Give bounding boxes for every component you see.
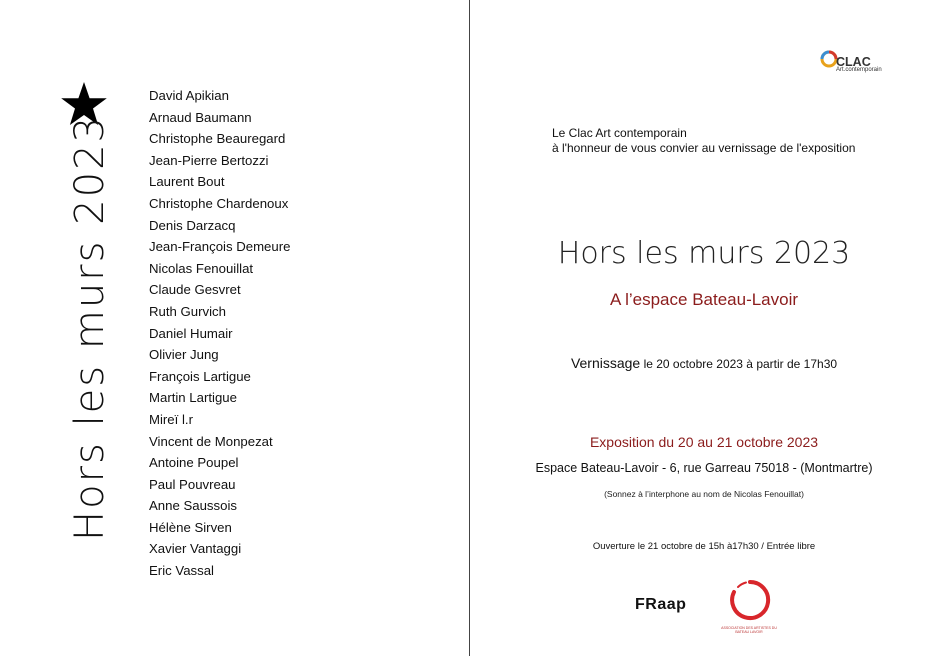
artist-name: Christophe Beauregard [149, 131, 286, 147]
artist-name: Anne Saussois [149, 498, 237, 514]
intro-line-2: à l'honneur de vous convier au vernissage de l'exposition [552, 141, 856, 155]
artist-name: Arnaud Baumann [149, 109, 252, 125]
artist-name: Denis Darzacq [149, 217, 236, 233]
association-caption: ASSOCIATION DES ARTISTES DU BATEAU LAVOIR [721, 626, 777, 634]
artist-name: Christophe Chardenoux [149, 195, 289, 211]
vernissage-label: Vernissage [570, 355, 641, 371]
vertical-title: Hors les murs 2023 [67, 115, 113, 541]
intercom-note: (Sonnez à l’interphone au nom de Nicolas Fenouillat) [604, 489, 804, 499]
artist-name: Hélène Sirven [149, 519, 232, 535]
artist-name: Mireï l.r [149, 411, 193, 427]
artist-name: Jean-François Demeure [149, 239, 291, 255]
artist-name: Olivier Jung [149, 347, 219, 363]
opening-hours: Ouverture le 21 octobre de 15h à17h30 / Entrée libre [592, 541, 816, 552]
red-circle-icon [728, 578, 772, 622]
artist-name: François Lartigue [149, 368, 251, 384]
artist-name: Vincent de Monpezat [149, 433, 273, 449]
invitation-intro [552, 126, 855, 156]
exhibition-title: Hors les murs 2023 [557, 236, 851, 271]
artist-name: Martin Lartigue [149, 390, 237, 406]
artist-name: Jean-Pierre Bertozzi [149, 152, 269, 168]
bateau-lavoir-association-logo [718, 578, 780, 638]
artist-name: Xavier Vantaggi [149, 541, 242, 557]
artist-name: Paul Pouvreau [149, 476, 236, 492]
clac-logo [820, 48, 886, 74]
artist-name: David Apikian [149, 88, 229, 103]
venue-address: Espace Bateau-Lavoir - 6, rue Garreau 75018 - (Montmartre) [535, 461, 873, 475]
artist-name: Daniel Humair [149, 325, 233, 341]
artist-name: Laurent Bout [149, 174, 225, 190]
logo-name: CLAC [836, 55, 871, 69]
artist-name: Eric Vassal [149, 563, 214, 579]
artist-name: Ruth Gurvich [149, 303, 226, 319]
logo-subtitle: Art.contemporain [836, 67, 882, 73]
intro-line-1: Le Clac Art contemporain [552, 126, 687, 140]
artist-name: Claude Gesvret [149, 282, 241, 298]
fraap-logo-word: FRaap [635, 596, 687, 613]
right-page [470, 0, 938, 656]
artist-list [149, 85, 290, 582]
artist-name: Antoine Poupel [149, 455, 239, 471]
vernissage-text: le 20 octobre 2023 à partir de 17h30 [643, 357, 838, 371]
artist-name: Nicolas Fenouillat [149, 260, 254, 276]
vernissage-line [470, 355, 938, 371]
fraap-logo [635, 591, 693, 617]
exhibition-dates: Exposition du 20 au 21 octobre 2023 [589, 434, 819, 450]
venue-subtitle: A l’espace Bateau-Lavoir [609, 290, 799, 309]
